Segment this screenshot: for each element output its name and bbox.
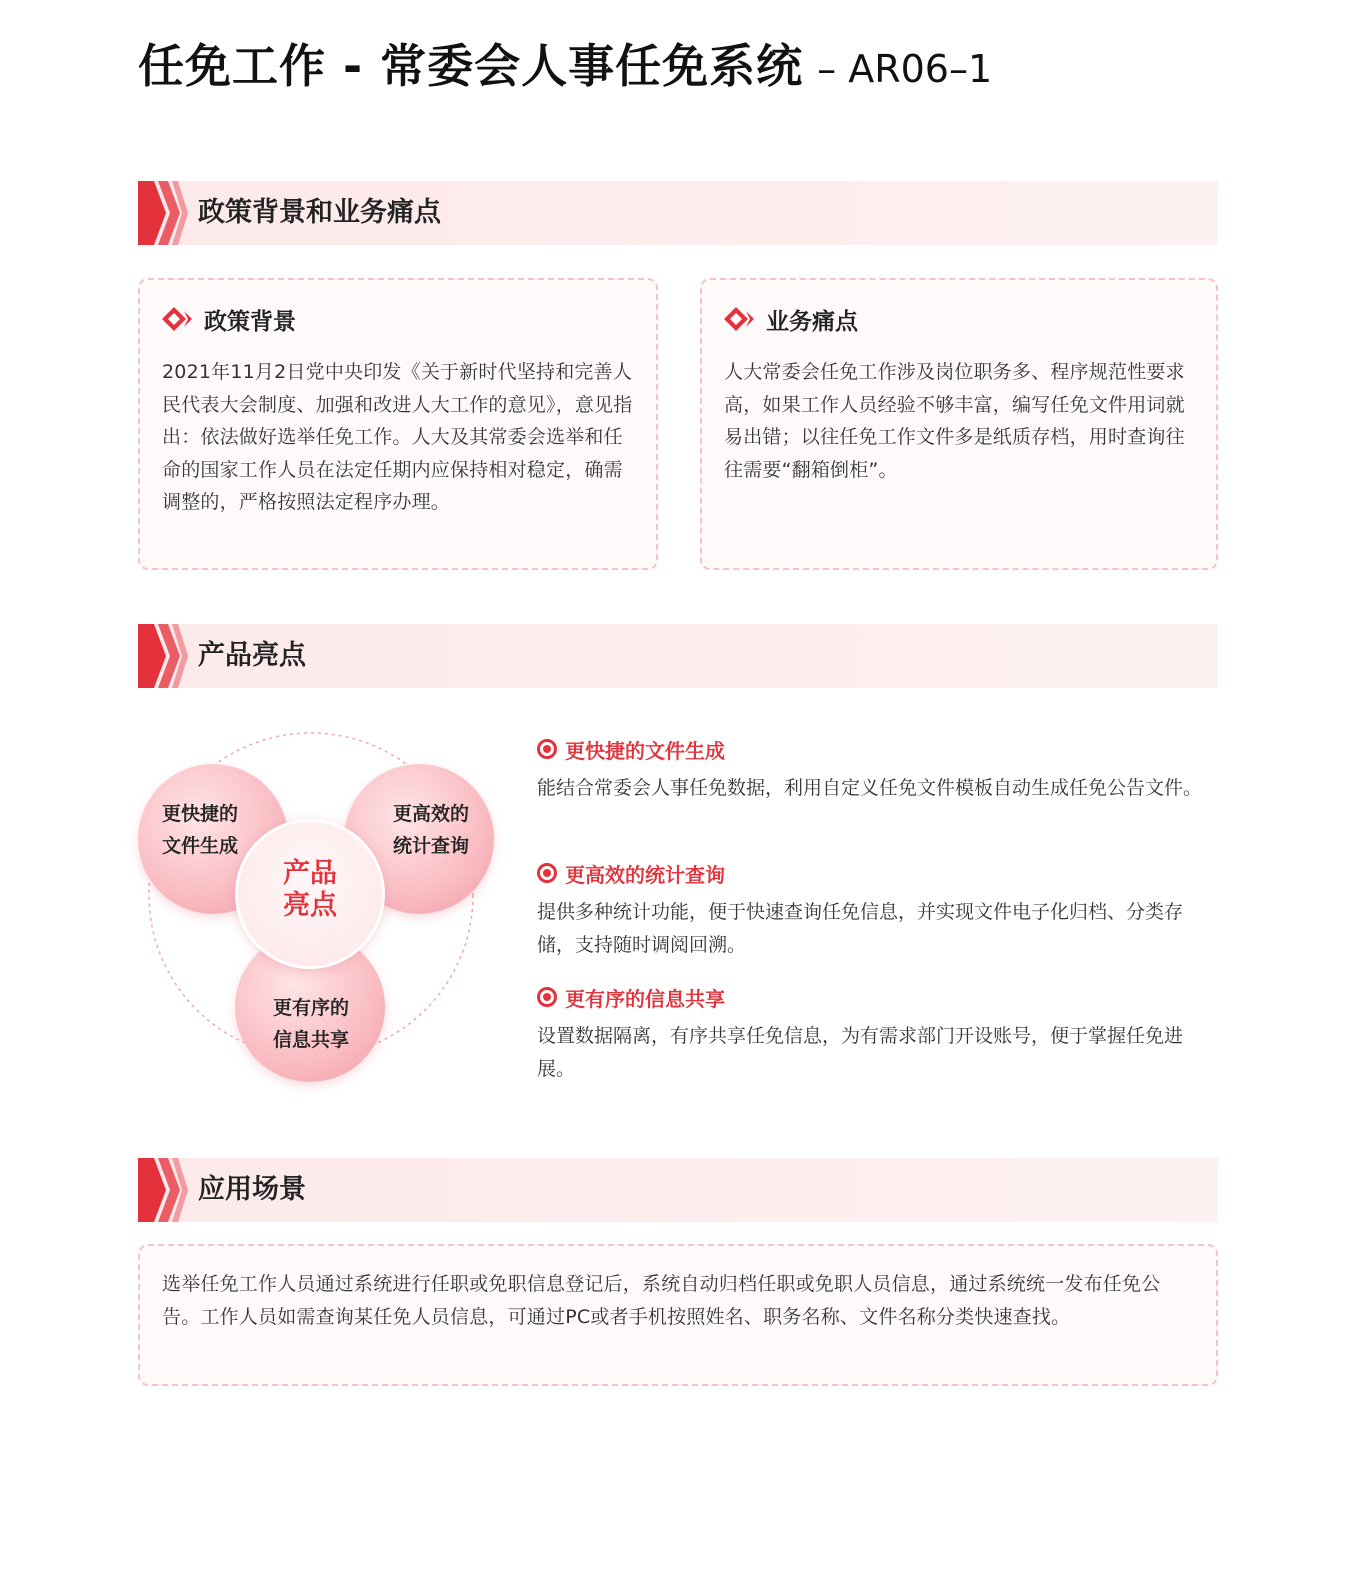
highlights-diagram xyxy=(138,730,498,1090)
feature-item xyxy=(537,982,1217,1085)
bubble-bottom-label xyxy=(251,992,371,1056)
bubble-bottom-line2: 信息共享 xyxy=(272,1029,349,1051)
bubble-left-line2: 文件生成 xyxy=(161,835,238,857)
card-body: 选举任免工作人员通过系统进行任职或免职信息登记后，系统自动归档任职或免职人员信息，通过系统统一发布任免公告。工作人员如需查询某任免人员信息，可通过PC或者手机按照姓名、职务名称、文件名称分类快速查找。 xyxy=(162,1273,1161,1328)
scenario-card xyxy=(138,1244,1218,1386)
feature-title: 更快捷的文件生成 xyxy=(565,738,725,763)
card-title: 业务痛点 xyxy=(766,308,858,335)
bubble-right-line2: 统计查询 xyxy=(392,835,469,857)
target-dot-icon xyxy=(537,739,557,759)
section-title: 产品亮点 xyxy=(198,640,306,671)
center-line2: 亮点 xyxy=(283,890,337,921)
diamond-icon xyxy=(162,305,198,333)
policy-card xyxy=(138,278,658,570)
section-title: 应用场景 xyxy=(198,1174,306,1205)
page-title xyxy=(138,30,992,96)
feature-header xyxy=(537,982,1217,1012)
card-header xyxy=(724,302,858,336)
section-header-highlights xyxy=(138,624,1218,688)
card-title: 政策背景 xyxy=(204,308,296,335)
bubble-right-label xyxy=(371,798,491,862)
bubble-bottom-line1: 更有序的 xyxy=(272,997,349,1019)
page-code: – AR06–1 xyxy=(817,47,993,91)
section-title: 政策背景和业务痛点 xyxy=(198,197,441,228)
card-body: 人大常委会任免工作涉及岗位职务多、程序规范性要求高，如果工作人员经验不够丰富，编写任免文件用词就易出错；以往任免工作文件多是纸质存档，用时查询往往需要“翻箱倒柜”。 xyxy=(724,361,1185,481)
pain-card xyxy=(700,278,1218,570)
bubble-right-line1: 更高效的 xyxy=(392,803,469,825)
section-header-background xyxy=(138,181,1218,245)
feature-item xyxy=(537,858,1217,961)
card-header xyxy=(162,302,296,336)
bubble-left-line1: 更快捷的 xyxy=(161,803,238,825)
target-dot-icon xyxy=(537,987,557,1007)
feature-item xyxy=(537,734,1217,805)
center-label xyxy=(235,858,385,922)
feature-body: 设置数据隔离，有序共享任免信息，为有需求部门开设账号，便于掌握任免进展。 xyxy=(537,1025,1184,1080)
feature-title: 更高效的统计查询 xyxy=(565,862,725,887)
bubble-left-label xyxy=(140,798,260,862)
feature-body: 提供多种统计功能，便于快速查询任免信息，并实现文件电子化归档、分类存储，支持随时调阅回溯。 xyxy=(537,901,1184,956)
feature-body: 能结合常委会人事任免数据，利用自定义任免文件模板自动生成任免公告文件。 xyxy=(537,777,1203,799)
center-line1: 产品 xyxy=(283,858,337,889)
chevron-arrows-icon xyxy=(138,624,188,688)
page-title-text: 任免工作 - 常委会人事任免系统 xyxy=(138,39,804,93)
target-dot-icon xyxy=(537,863,557,883)
card-body: 2021年11月2日党中央印发《关于新时代坚持和完善人民代表大会制度、加强和改进人大工作的意见》，意见指出：依法做好选举任免工作。人大及其常委会选举和任命的国家工作人员在法定任期内应保持相对稳定，确需调整的，严格按照法定程序办理。 xyxy=(162,361,633,513)
section-header-scenario xyxy=(138,1158,1218,1222)
feature-header xyxy=(537,858,1217,888)
feature-title: 更有序的信息共享 xyxy=(565,986,725,1011)
chevron-arrows-icon xyxy=(138,181,188,245)
feature-header xyxy=(537,734,1217,764)
diamond-icon xyxy=(724,305,760,333)
chevron-arrows-icon xyxy=(138,1158,188,1222)
